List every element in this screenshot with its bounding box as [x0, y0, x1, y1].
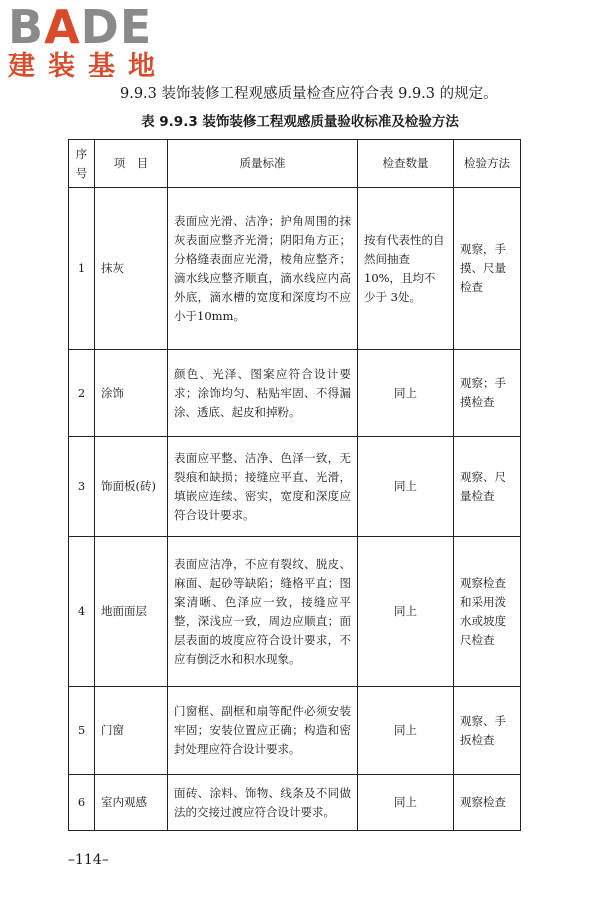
logo-letter: B — [8, 0, 45, 54]
row-item: 地面面层 — [95, 537, 168, 687]
table-row — [69, 437, 521, 537]
row-quantity: 同上 — [358, 775, 454, 831]
row-no: 5 — [69, 687, 95, 775]
table-row — [69, 687, 521, 775]
row-quantity: 同上 — [358, 437, 454, 537]
row-quantity: 同上 — [358, 687, 454, 775]
header-no: 序号 — [69, 140, 95, 188]
clause-number: 9.9.3 — [120, 86, 157, 102]
row-standard: 颜色、光泽、图案应符合设计要求；涂饰均匀、粘贴牢固、不得漏涂、透底、起皮和掉粉。 — [168, 350, 358, 437]
row-no: 6 — [69, 775, 95, 831]
table-row — [69, 775, 521, 831]
table-header-row — [69, 140, 521, 188]
row-item: 涂饰 — [95, 350, 168, 437]
row-item: 抹灰 — [95, 188, 168, 350]
header-item: 项 目 — [95, 140, 168, 188]
clause-line — [120, 84, 590, 104]
row-method: 观察检查和采用泼水或坡度尺检查 — [454, 537, 521, 687]
row-no: 3 — [69, 437, 95, 537]
row-method: 观察，手摸、尺量检查 — [454, 188, 521, 350]
row-method: 观察检查 — [454, 775, 521, 831]
row-no: 2 — [69, 350, 95, 437]
row-quantity: 同上 — [358, 350, 454, 437]
table-row — [69, 350, 521, 437]
row-method: 观察、手扳检查 — [454, 687, 521, 775]
page-number: –114– — [68, 852, 109, 868]
row-item: 室内观感 — [95, 775, 168, 831]
clause-text: 装饰装修工程观感质量检查应符合表 9.9.3 的规定。 — [161, 86, 498, 102]
row-item: 门窗 — [95, 687, 168, 775]
header-standard: 质量标准 — [168, 140, 358, 188]
row-standard: 面砖、涂料、饰物、线条及不同做法的交接过渡应符合设计要求。 — [168, 775, 358, 831]
row-standard: 表面应光滑、洁净；护角周围的抹灰表面应整齐光滑；阴阳角方正；分格缝表面应光滑，棱角应整齐；滴水线应整齐顺直，滴水线应内高外底，滴水槽的宽度和深度均不应小于10mm。 — [168, 188, 358, 350]
table-caption: 表 9.9.3 装饰装修工程观感质量验收标准及检验方法 — [141, 114, 459, 130]
row-method: 观察；手摸检查 — [454, 350, 521, 437]
row-item: 饰面板(砖) — [95, 437, 168, 537]
row-method: 观察、尺量检查 — [454, 437, 521, 537]
row-quantity: 按有代表性的自然间抽查 10%，且均不少于 3处。 — [358, 188, 454, 350]
row-standard: 表面应洁净，不应有裂纹、脱皮、麻面、起砂等缺陷；缝格平直；图案清晰、色泽应一致，接缝应平整，深浅应一致，周边应顺直；面层表面的坡度应符合设计要求，不应有倒泛水和积水现象。 — [168, 537, 358, 687]
logo-chinese-text: 建装基地 — [8, 51, 168, 82]
row-standard: 表面应平整、洁净、色泽一致，无裂痕和缺损；接缝应平直、光滑，填嵌应连续、密实，宽度和深度应符合设计要求。 — [168, 437, 358, 537]
row-no: 1 — [69, 188, 95, 350]
header-quantity: 检查数量 — [358, 140, 454, 188]
logo-wordmark-text — [8, 0, 152, 54]
row-quantity: 同上 — [358, 537, 454, 687]
row-no: 4 — [69, 537, 95, 687]
table-row — [69, 537, 521, 687]
row-standard: 门窗框、副框和扇等配件必须安装牢固；安装位置应正确；构造和密封处理应符合设计要求。 — [168, 687, 358, 775]
logo-wordmark — [8, 0, 168, 54]
site-logo — [8, 0, 168, 82]
acceptance-table — [68, 139, 521, 831]
logo-letter: E — [119, 0, 153, 54]
logo-letter: D — [80, 0, 120, 54]
table-row — [69, 188, 521, 350]
header-method: 检验方法 — [454, 140, 521, 188]
logo-letter: A — [44, 0, 81, 54]
